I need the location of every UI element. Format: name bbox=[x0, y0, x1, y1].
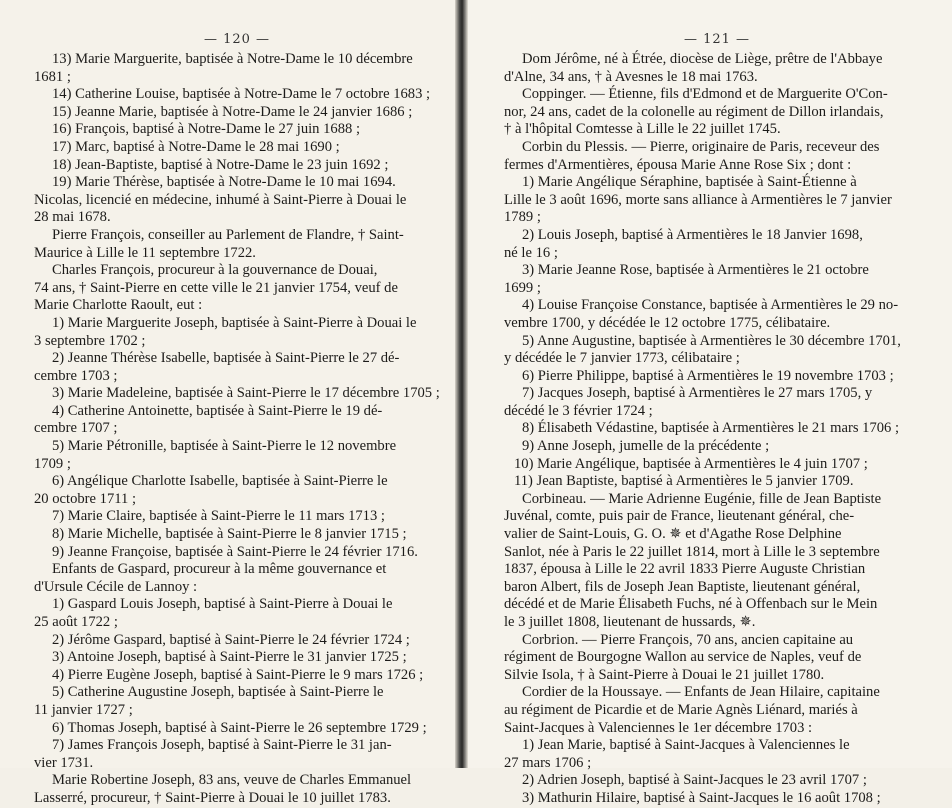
text-line: 11) Jean Baptiste, baptisé à Armentières le 5 janvier 1709. bbox=[514, 473, 854, 490]
text-line: 1789 ; bbox=[504, 209, 541, 226]
text-line: Marie Charlotte Raoult, eut : bbox=[34, 297, 203, 314]
text-line: Enfants de Gaspard, procureur à la même gouvernance et bbox=[52, 561, 387, 578]
text-line: † à l'hôpital Comtesse à Lille le 22 juillet 1745. bbox=[504, 121, 781, 138]
text-line: valier de Saint-Louis, G. O. ✵ et d'Agathe Rose Delphine bbox=[504, 526, 842, 543]
text-line: Lasserré, procureur, † Saint-Pierre à Douai le 10 juillet 1783. bbox=[34, 789, 391, 806]
text-line: 13) Marie Marguerite, baptisée à Notre-Dame le 10 décembre bbox=[52, 51, 413, 67]
text-line: Corbineau. — Marie Adrienne Eugénie, fille de Jean Baptiste bbox=[522, 490, 882, 507]
text-line: y décédée le 7 janvier 1773, célibataire ; bbox=[504, 350, 740, 367]
text-line: 3) Marie Jeanne Rose, baptisée à Armentières le 21 octobre bbox=[522, 262, 869, 279]
text-line: Silvie Isola, † à Saint-Pierre à Douai le 21 juillet 1780. bbox=[504, 666, 825, 683]
text-line: 28 mai 1678. bbox=[34, 209, 111, 226]
right-page bbox=[468, 0, 952, 806]
text-line: 5) Marie Pétronille, baptisée à Saint-Pierre le 12 novembre bbox=[52, 438, 397, 455]
text-line: Lille le 3 août 1696, morte sans alliance à Armentières le 7 janvier bbox=[504, 191, 892, 208]
page-number-left: — 120 — bbox=[203, 32, 271, 47]
text-line: d'Ursule Cécile de Lannoy : bbox=[34, 578, 198, 595]
text-line: fermes d'Armentières, épousa Marie Anne Rose Six ; dont : bbox=[504, 156, 852, 173]
text-line: 8) Marie Michelle, baptisée à Saint-Pierre le 8 janvier 1715 ; bbox=[52, 526, 407, 543]
text-line: 9) Jeanne Françoise, baptisée à Saint-Pierre le 24 février 1716. bbox=[52, 543, 418, 560]
text-line: 7) James François Joseph, baptisé à Saint-Pierre le 31 jan- bbox=[52, 737, 392, 754]
text-line: 9) Anne Joseph, jumelle de la précédente ; bbox=[522, 438, 770, 455]
text-line: 1709 ; bbox=[34, 455, 71, 472]
text-line: 6) Angélique Charlotte Isabelle, baptisée à Saint-Pierre le bbox=[52, 473, 388, 490]
text-line: 1681 ; bbox=[34, 68, 71, 85]
text-line: 2) Louis Joseph, baptisé à Armentières le 18 Janvier 1698, bbox=[522, 226, 863, 243]
text-line: 8) Élisabeth Védastine, baptisée à Armentières le 21 mars 1706 ; bbox=[522, 420, 900, 437]
text-line: Charles François, procureur à la gouvernance de Douai, bbox=[52, 262, 378, 279]
text-line: 1) Gaspard Louis Joseph, baptisé à Saint-Pierre à Douai le bbox=[52, 596, 393, 613]
text-line: 1) Jean Marie, baptisé à Saint-Jacques à Valenciennes le bbox=[522, 737, 850, 754]
text-line: 11 janvier 1727 ; bbox=[34, 701, 133, 718]
text-line: 3 septembre 1702 ; bbox=[34, 332, 146, 349]
page-number-right: — 121 — bbox=[683, 32, 751, 47]
text-line: 1837, épousa à Lille le 22 avril 1833 Pierre Auguste Christian bbox=[504, 561, 866, 578]
text-line: Dom Jérôme, né à Étrée, diocèse de Liège, prêtre de l'Abbaye bbox=[522, 51, 883, 67]
text-line: 4) Pierre Eugène Joseph, baptisé à Saint-Pierre le 9 mars 1726 ; bbox=[52, 666, 424, 683]
text-line: 19) Marie Thérèse, baptisée à Notre-Dame le 10 mai 1694. bbox=[52, 174, 396, 191]
text-line: Maurice à Lille le 11 septembre 1722. bbox=[34, 244, 256, 261]
text-line: Cordier de la Houssaye. — Enfants de Jean Hilaire, capitaine bbox=[522, 684, 880, 701]
text-line: 3) Antoine Joseph, baptisé à Saint-Pierre le 31 janvier 1725 ; bbox=[52, 649, 407, 666]
text-line: vembre 1700, y décédée le 12 octobre 1775, célibataire. bbox=[504, 314, 831, 331]
text-line: régiment de Bourgogne Wallon au service de Naples, veuf de bbox=[504, 649, 862, 666]
text-line: 2) Adrien Joseph, baptisé à Saint-Jacques le 23 avril 1707 ; bbox=[522, 772, 867, 789]
text-line: le 3 juillet 1808, lieutenant de hussards, ✵. bbox=[504, 614, 756, 630]
text-line: 16) François, baptisé à Notre-Dame le 27 juin 1688 ; bbox=[52, 121, 361, 138]
text-line: Corbin du Plessis. — Pierre, originaire de Paris, receveur des bbox=[522, 138, 880, 155]
text-line: 3) Mathurin Hilaire, baptisé à Saint-Jacques le 16 août 1708 ; bbox=[522, 789, 881, 806]
text-line: vier 1731. bbox=[34, 754, 94, 771]
text-line: 27 mars 1706 ; bbox=[504, 754, 592, 771]
text-line: 6) Pierre Philippe, baptisé à Armentières le 19 novembre 1703 ; bbox=[522, 367, 894, 384]
text-line: cembre 1703 ; bbox=[34, 367, 118, 384]
text-line: 20 octobre 1711 ; bbox=[34, 490, 136, 507]
text-line: 7) Jacques Joseph, baptisé à Armentières le 27 mars 1705, y bbox=[522, 385, 873, 402]
text-line: 5) Anne Augustine, baptisée à Armentières le 30 décembre 1701, bbox=[522, 332, 901, 349]
text-line: Marie Robertine Joseph, 83 ans, veuve de Charles Emmanuel bbox=[52, 772, 412, 789]
text-line: Sanlot, née à Paris le 22 juillet 1814, mort à Lille le 3 septembre bbox=[504, 543, 880, 560]
text-line: baron Albert, fils de Joseph Jean Baptiste, lieutenant général, bbox=[504, 578, 861, 595]
text-line: 2) Jérôme Gaspard, baptisé à Saint-Pierre le 24 février 1724 ; bbox=[52, 631, 410, 648]
text-line: 5) Catherine Augustine Joseph, baptisée à Saint-Pierre le bbox=[52, 684, 384, 701]
text-line: 2) Jeanne Thérèse Isabelle, baptisée à Saint-Pierre le 27 dé- bbox=[52, 350, 400, 367]
text-line: 6) Thomas Joseph, baptisé à Saint-Pierre le 26 septembre 1729 ; bbox=[52, 719, 427, 736]
text-line: décédé et de Marie Élisabeth Fuchs, né à Offenbach sur le Mein bbox=[504, 596, 878, 613]
text-line: décédé le 3 février 1724 ; bbox=[504, 402, 653, 419]
text-line: au régiment de Picardie et de Marie Agnès Liénard, mariés à bbox=[504, 701, 858, 718]
text-line: 1) Marie Marguerite Joseph, baptisée à Saint-Pierre à Douai le bbox=[52, 314, 417, 331]
text-line: 15) Jeanne Marie, baptisée à Notre-Dame le 24 janvier 1686 ; bbox=[52, 103, 413, 120]
text-line: 25 août 1722 ; bbox=[34, 614, 118, 630]
text-line: d'Alne, 34 ans, † à Avesnes le 18 mai 1763. bbox=[504, 68, 758, 85]
text-line: 4) Catherine Antoinette, baptisée à Saint-Pierre le 19 dé- bbox=[52, 402, 383, 419]
text-line: 1699 ; bbox=[504, 279, 541, 296]
text-line: 17) Marc, baptisé à Notre-Dame le 28 mai 1690 ; bbox=[52, 138, 340, 155]
text-line: Coppinger. — Étienne, fils d'Edmond et de Marguerite O'Con- bbox=[522, 86, 888, 103]
text-line: 10) Marie Angélique, baptisée à Armentières le 4 juin 1707 ; bbox=[514, 455, 868, 472]
text-line: 4) Louise Françoise Constance, baptisée à Armentières le 29 no- bbox=[522, 297, 899, 314]
text-line: 7) Marie Claire, baptisée à Saint-Pierre le 11 mars 1713 ; bbox=[52, 508, 385, 525]
text-line: Juvénal, comte, puis pair de France, lieutenant général, che- bbox=[504, 508, 855, 525]
text-line: Pierre François, conseiller au Parlement de Flandre, † Saint- bbox=[52, 226, 404, 243]
text-line: né le 16 ; bbox=[504, 244, 558, 261]
text-line: Nicolas, licencié en médecine, inhumé à Saint-Pierre à Douai le bbox=[34, 191, 407, 208]
text-line: Corbrion. — Pierre François, 70 ans, ancien capitaine au bbox=[522, 631, 854, 648]
text-line: 3) Marie Madeleine, baptisée à Saint-Pierre le 17 décembre 1705 ; bbox=[52, 385, 440, 402]
text-line: 1) Marie Angélique Séraphine, baptisée à Saint-Étienne à bbox=[522, 174, 857, 191]
text-line: 14) Catherine Louise, baptisée à Notre-Dame le 7 octobre 1683 ; bbox=[52, 86, 431, 103]
book-gutter bbox=[455, 0, 468, 768]
text-line: cembre 1707 ; bbox=[34, 420, 118, 437]
text-line: 74 ans, † Saint-Pierre en cette ville le 21 janvier 1754, veuf de bbox=[34, 279, 398, 296]
text-line: nor, 24 ans, cadet de la colonelle au régiment de Dillon irlandais, bbox=[504, 103, 884, 120]
text-line: Saint-Jacques à Valenciennes le 1er décembre 1703 : bbox=[504, 719, 813, 736]
text-line: 18) Jean-Baptiste, baptisé à Notre-Dame le 23 juin 1692 ; bbox=[52, 156, 389, 173]
left-page bbox=[0, 0, 460, 806]
